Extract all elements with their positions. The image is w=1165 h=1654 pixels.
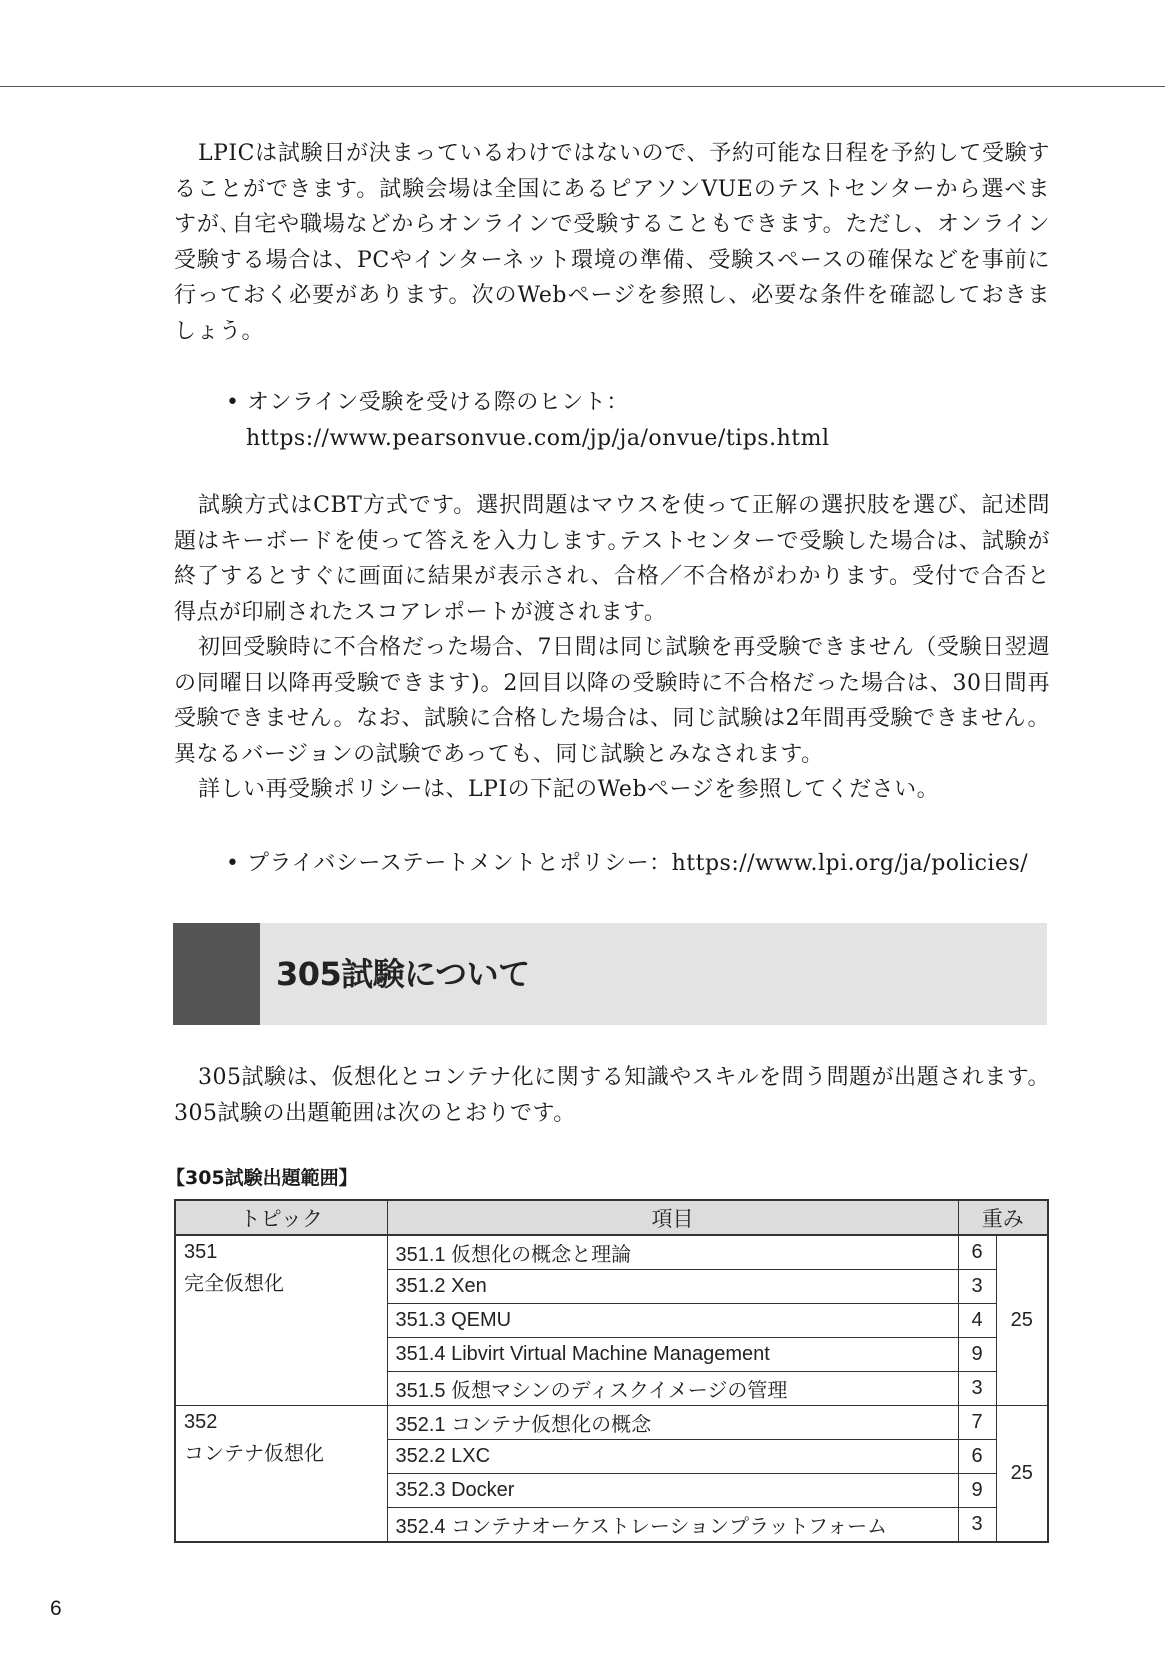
table-header-row: [175, 1200, 1048, 1235]
bullet-privacy-policy: • プライバシーステートメントとポリシー：https://www.lpi.org/ja/policies/: [226, 851, 1029, 876]
paragraph: 305試験は、仮想化とコンテナ化に関する知識やスキルを問う問題が出題されます。305試験の出題範囲は次のとおりです。: [174, 1065, 1050, 1126]
heading-accent-bar: [173, 923, 260, 1025]
topic-total-weight: 25: [996, 1406, 1048, 1543]
exam-range-table: [174, 1199, 1049, 1543]
item-label: 352.4 コンテナオーケストレーションプラットフォーム: [387, 1508, 958, 1543]
topic-name: コンテナ仮想化: [184, 1443, 324, 1465]
item-weight: 6: [958, 1440, 996, 1474]
item-label: 351.3 QEMU: [387, 1304, 958, 1338]
header-topic: トピック: [175, 1200, 387, 1235]
header-rule: [0, 86, 1165, 87]
table-caption: 【305試験出題範囲】: [166, 1167, 358, 1189]
item-label: 352.2 LXC: [387, 1440, 958, 1474]
item-label: 352.1 コンテナ仮想化の概念: [387, 1406, 958, 1440]
table-row: [175, 1406, 1048, 1440]
topic-total-weight: 25: [996, 1235, 1048, 1406]
topic-name: 完全仮想化: [184, 1273, 284, 1295]
item-label: 351.1 仮想化の概念と理論: [387, 1235, 958, 1270]
paragraph: LPICは試験日が決まっているわけではないので、予約可能な日程を予約して受験することができます。試験会場は全国にあるピアソンVUEのテストセンターから選べますが､自宅や職場などからオンラインで受験することもできます。ただし、オンライン受験する場合は、PCやインターネット環境の準備、受験スペースの確保などを事前に行っておく必要があります。次のWebページを参照し、必要な条件を確認しておきましょう。: [174, 141, 1050, 344]
section-heading: [173, 923, 1047, 1025]
topic-number: 351: [184, 1241, 218, 1263]
item-weight: 9: [958, 1474, 996, 1508]
header-weight: 重み: [958, 1200, 1048, 1235]
topic-number: 352: [184, 1411, 218, 1433]
bullet-online-tips: • オンライン受験を受ける際のヒント：https://www.pearsonvue.com/jp/ja/onvue/tips.html: [226, 390, 830, 451]
topic-cell: [175, 1406, 387, 1543]
item-weight: 7: [958, 1406, 996, 1440]
intro-text: [174, 136, 1050, 349]
section-intro: [174, 1060, 1050, 1131]
item-weight: 3: [958, 1508, 996, 1543]
paragraph: 初回受験時に不合格だった場合、7日間は同じ試験を再受験できません（受験日翌週の同曜日以降再受験できます)。2回目以降の受験時に不合格だった場合は、30日間再受験できません。なお、試験に合格した場合は、同じ試験は2年間再受験できません。異なるバージョンの試験であっても、同じ試験とみなされます。: [174, 635, 1050, 767]
page-number: 6: [50, 1597, 62, 1620]
paragraph: 試験方式はCBT方式です。選択問題はマウスを使って正解の選択肢を選び、記述問題はキーボードを使って答えを入力します｡テストセンターで受験した場合は、試験が終了するとすぐに画面に結果が表示され、合格／不合格がわかります。受付で合否と得点が印刷されたスコアレポートが渡されます。: [174, 493, 1050, 625]
item-weight: 4: [958, 1304, 996, 1338]
item-label: 351.5 仮想マシンのディスクイメージの管理: [387, 1372, 958, 1406]
header-item: 項目: [387, 1200, 958, 1235]
topic-cell: [175, 1235, 387, 1406]
table-row: [175, 1235, 1048, 1270]
exam-method-text: [174, 488, 1050, 808]
item-weight: 3: [958, 1372, 996, 1406]
item-weight: 9: [958, 1338, 996, 1372]
item-label: 351.4 Libvirt Virtual Machine Management: [387, 1338, 958, 1372]
section-title: 305試験について: [276, 955, 530, 993]
item-weight: 6: [958, 1235, 996, 1270]
paragraph: 詳しい再受験ポリシーは、LPIの下記のWebページを参照してください。: [198, 777, 940, 802]
item-weight: 3: [958, 1270, 996, 1304]
item-label: 351.2 Xen: [387, 1270, 958, 1304]
item-label: 352.3 Docker: [387, 1474, 958, 1508]
